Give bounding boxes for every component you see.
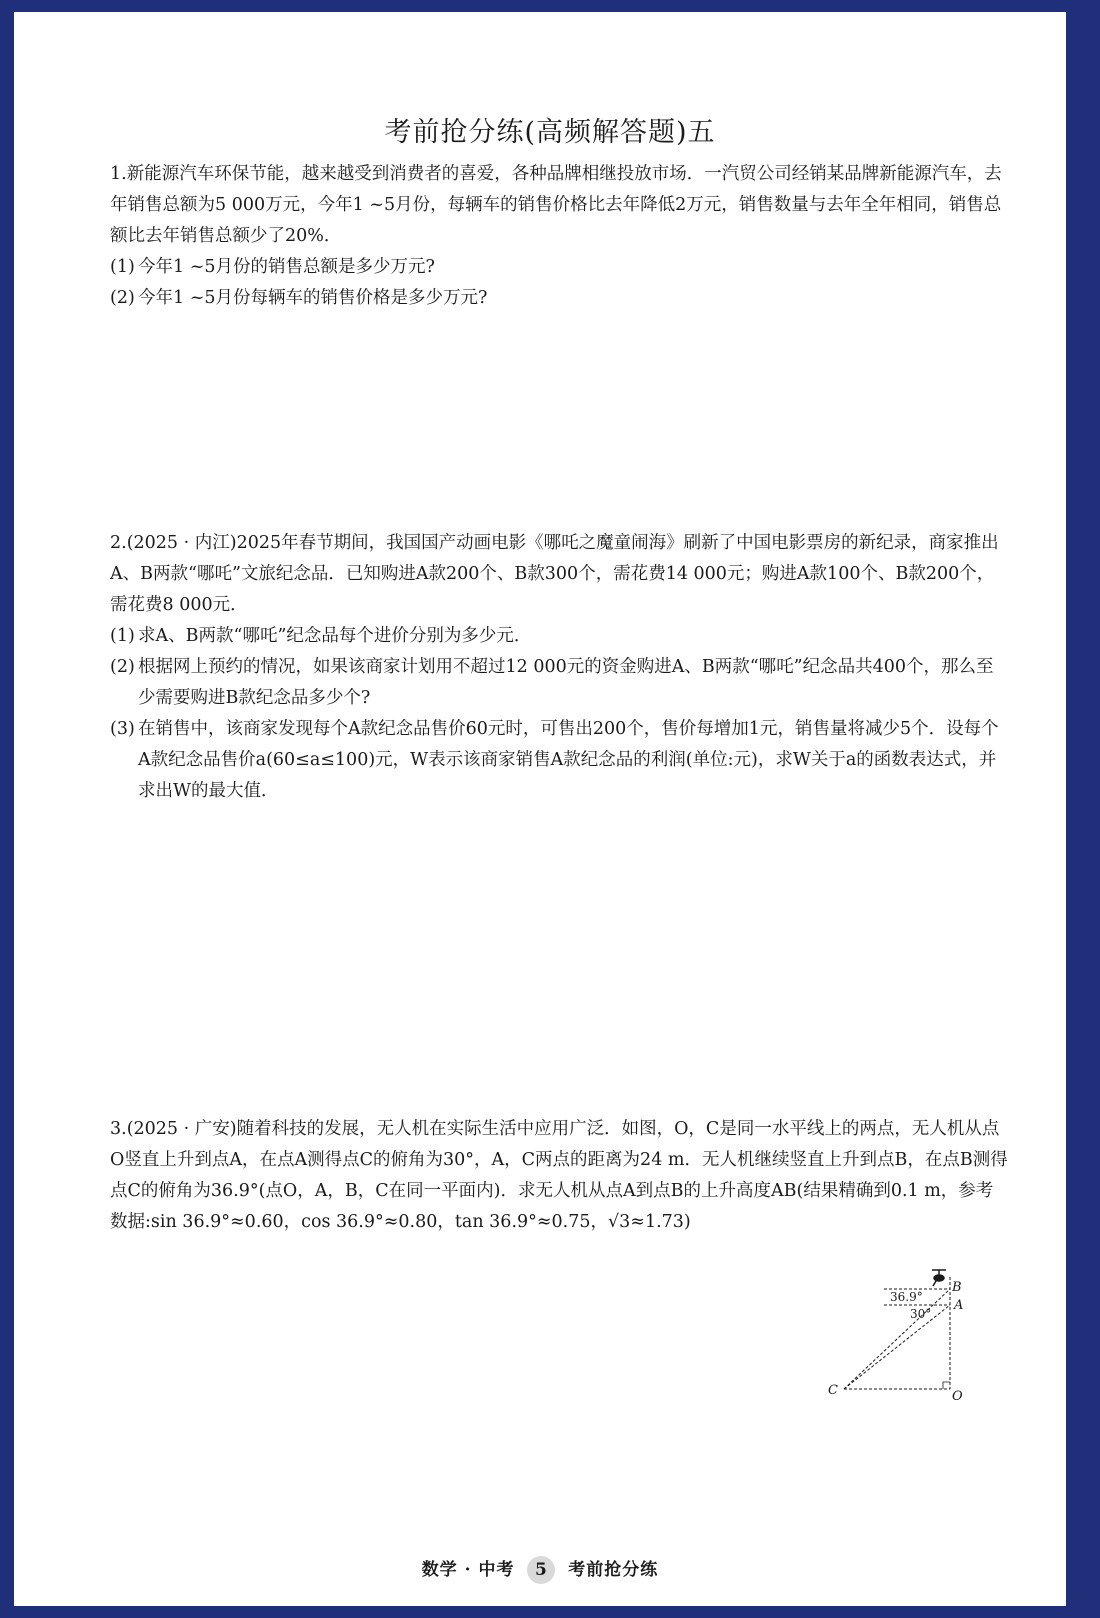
sub-question-text: 求A、B两款“哪吒”纪念品每个进价分别为多少元． — [138, 626, 532, 646]
sub-question-tag: (1) — [110, 626, 135, 646]
problem-text: (2025 · 广安)随着科技的发展，无人机在实际生活中应用广泛．如图，O，C是同一水平线上的两点，无人机从点O竖直上升到点A，在点A测得点C的俯角为30°，A，C两点的距离为24 m．无人机继续竖直上升到点B，在点B测得点C的俯角为36.9°(点O，A，B，C在同一平面内)．求无人机从点A到点B的上升高度AB(结果精确到0.1 m，参考数据:sin 36.9°≈0.60，cos 36.9°≈0.80，tan 36.9°≈0.75，√3≈1.73) — [110, 1119, 1008, 1232]
problem-number: 1. — [110, 164, 127, 184]
page-number: 5 — [527, 1556, 555, 1584]
exam-page — [14, 12, 1066, 1606]
sub-question — [110, 283, 1010, 314]
point-label-c: C — [828, 1383, 838, 1398]
problem-stem — [110, 159, 1010, 252]
sub-question — [110, 252, 1010, 283]
sub-question-tag: (1) — [110, 257, 135, 277]
page-title: 考前抢分练(高频解答题)五 — [384, 117, 716, 148]
sub-question-text: 根据网上预约的情况，如果该商家计划用不超过12 000元的资金购进A、B两款“哪吒”纪念品共400个，那么至少需要购进B款纪念品多少个? — [138, 657, 994, 708]
problem-stem — [110, 1114, 1010, 1238]
sub-question-tag: (2) — [110, 657, 135, 677]
point-label-b: B — [952, 1280, 962, 1295]
page-footer — [0, 1555, 1080, 1584]
drone-icon — [932, 1270, 946, 1286]
sub-question-tag: (2) — [110, 288, 135, 308]
problem-2 — [110, 528, 1010, 807]
problem-number: 3. — [110, 1119, 127, 1139]
drone-geometry-figure — [828, 1267, 1004, 1407]
problem-text: (2025 · 内江)2025年春节期间，我国国产动画电影《哪吒之魔童闹海》刷新了中国电影票房的新纪录，商家推出A、B两款“哪吒”文旅纪念品．已知购进A款200个、B款300个，需花费14 000元；购进A款100个、B款200个，需花费8 000元． — [110, 533, 999, 615]
problem-text: 新能源汽车环保节能，越来越受到消费者的喜爱，各种品牌相继投放市场．一汽贸公司经销某品牌新能源汽车，去年销售总额为5 000万元，今年1 ~5月份，每辆车的销售价格比去年降低2万元，销售数量与去年全年相同，销售总额比去年销售总额少了20%． — [110, 164, 1002, 246]
sub-question — [110, 652, 1010, 714]
sub-question-text: 今年1 ~5月份的销售总额是多少万元? — [138, 257, 435, 277]
sub-question — [110, 621, 1010, 652]
footer-right: 考前抢分练 — [568, 1560, 659, 1580]
problem-number: 2. — [110, 533, 127, 553]
problem-3 — [110, 1114, 1010, 1238]
angle-label-top: 36.9° — [890, 1290, 923, 1304]
sub-question-text: 在销售中，该商家发现每个A款纪念品售价60元时，可售出200个，售价每增加1元，销售量将减少5个．设每个A款纪念品售价a(60≤a≤100)元，W表示该商家销售A款纪念品的利润(单位:元)，求W关于a的函数表达式，并求出W的最大值． — [138, 719, 999, 801]
segment-cb — [844, 1289, 950, 1389]
footer-left: 数学 · 中考 — [421, 1560, 515, 1580]
right-angle-mark — [943, 1382, 950, 1389]
segment-ca — [844, 1305, 950, 1389]
point-label-a: A — [954, 1298, 964, 1313]
sub-question-text: 今年1 ~5月份每辆车的销售价格是多少万元? — [138, 288, 488, 308]
angle-label-bottom: 30° — [910, 1307, 932, 1321]
problem-stem — [110, 528, 1010, 621]
sub-question-tag: (3) — [110, 719, 135, 739]
point-label-o: O — [952, 1389, 963, 1404]
sub-question — [110, 714, 1010, 807]
problem-1 — [110, 159, 1010, 314]
